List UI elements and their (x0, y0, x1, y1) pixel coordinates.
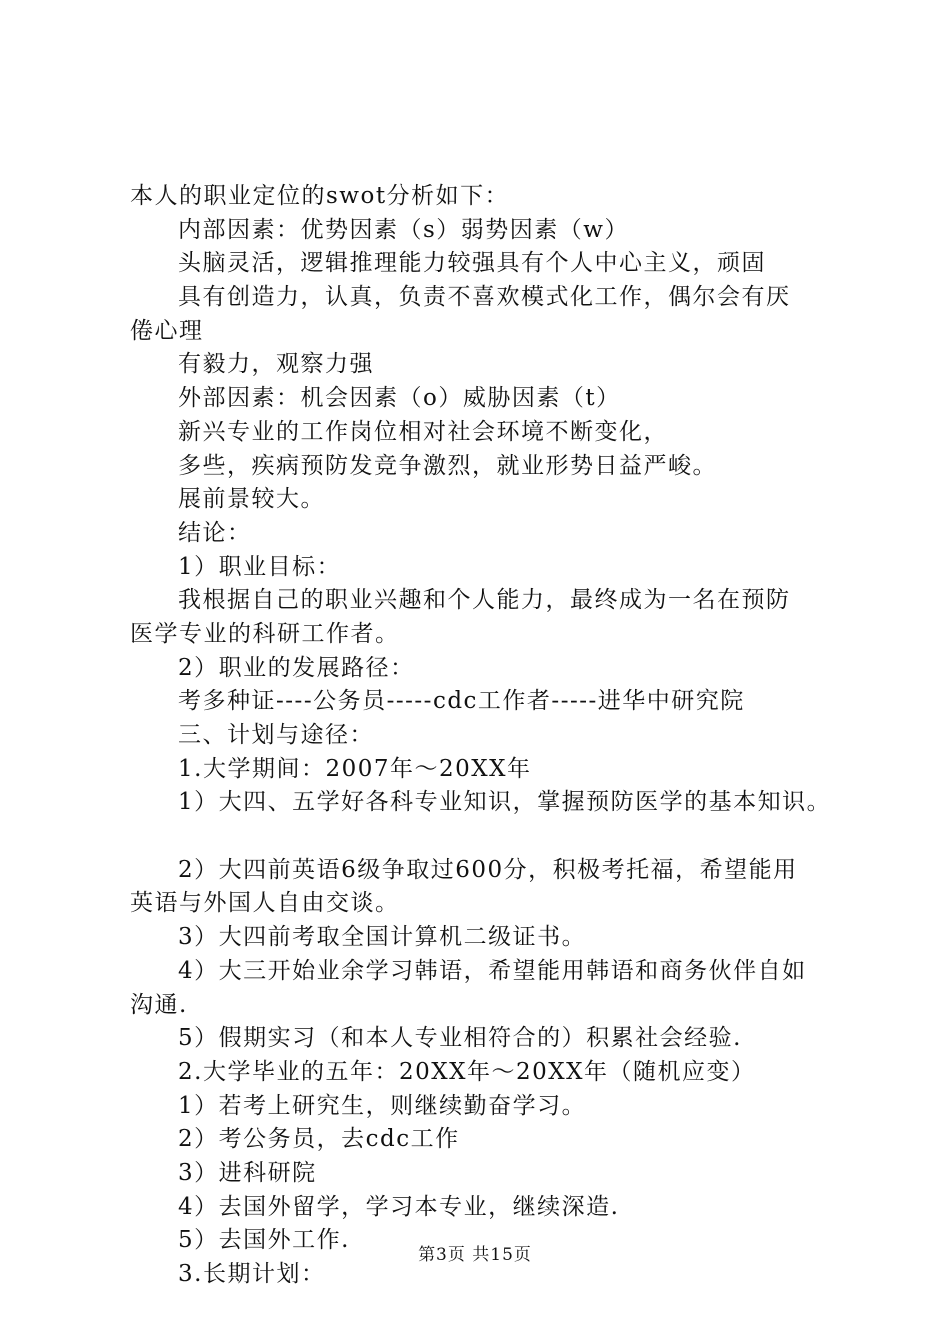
text-line: 2）考公务员，去cdc工作 (178, 1126, 460, 1153)
text-line: 3）大四前考取全国计算机二级证书。 (178, 924, 587, 951)
text-line: 4）去国外留学，学习本专业，继续深造. (178, 1193, 620, 1220)
text-line: 5）假期实习（和本人专业相符合的）积累社会经验. (178, 1025, 742, 1052)
text-line: 2.大学毕业的五年：20XX年～20XX年（随机应变） (178, 1058, 756, 1085)
text-line: 3.长期计划： (178, 1261, 326, 1287)
text-line: 具有创造力，认真，负责不喜欢模式化工作，偶尔会有厌 (178, 284, 791, 311)
text-line: 4）大三开始业余学习韩语，希望能用韩语和商务伙伴自如 (178, 957, 807, 984)
text-line: 倦心理 (130, 317, 204, 344)
page-footer: 第3页 共15页 (418, 1245, 532, 1265)
text-line: 我根据自己的职业兴趣和个人能力，最终成为一名在预防 (178, 587, 791, 614)
text-line: 外部因素：机会因素（o）威胁因素（t） (178, 385, 621, 412)
text-line: 展前景较大。 (178, 486, 325, 513)
document-body (130, 180, 850, 1292)
text-line: 2）职业的发展路径： (178, 654, 415, 681)
text-line: 1）大四、五学好各科专业知识，掌握预防医学的基本知识。 (178, 789, 832, 816)
text-line: 三、计划与途径： (178, 722, 374, 748)
text-line: 2）大四前英语6级争取过600分，积极考托福，希望能用 (178, 856, 798, 883)
text-line: 内部因素：优势因素（s）弱势因素（w） (178, 216, 629, 243)
text-line: 头脑灵活，逻辑推理能力较强具有个人中心主义，顽固 (178, 250, 766, 277)
text-line: 1）职业目标： (178, 553, 342, 580)
text-line: 3）进科研院 (178, 1159, 317, 1186)
text-line: 有毅力，观察力强 (178, 351, 374, 378)
text-line: 沟通. (130, 991, 188, 1018)
text-line: 1.大学期间：2007年～20XX年 (178, 755, 532, 782)
text-line: 结论： (178, 519, 252, 546)
text-line: 新兴专业的工作岗位相对社会环境不断变化， (178, 418, 668, 445)
text-line: 多些，疾病预防发竞争激烈，就业形势日益严峻。 (178, 452, 717, 479)
text-line: 医学专业的科研工作者。 (130, 620, 400, 647)
text-line: 1）若考上研究生，则继续勤奋学习。 (178, 1092, 587, 1119)
text-line: 本人的职业定位的swot分析如下： (130, 183, 510, 209)
text-line: 英语与外国人自由交谈。 (130, 890, 400, 917)
blank-line (130, 820, 850, 854)
text-line: 考多种证----公务员-----cdc工作者-----进华中研究院 (178, 688, 745, 715)
text-line: 5）去国外工作. (178, 1227, 350, 1254)
